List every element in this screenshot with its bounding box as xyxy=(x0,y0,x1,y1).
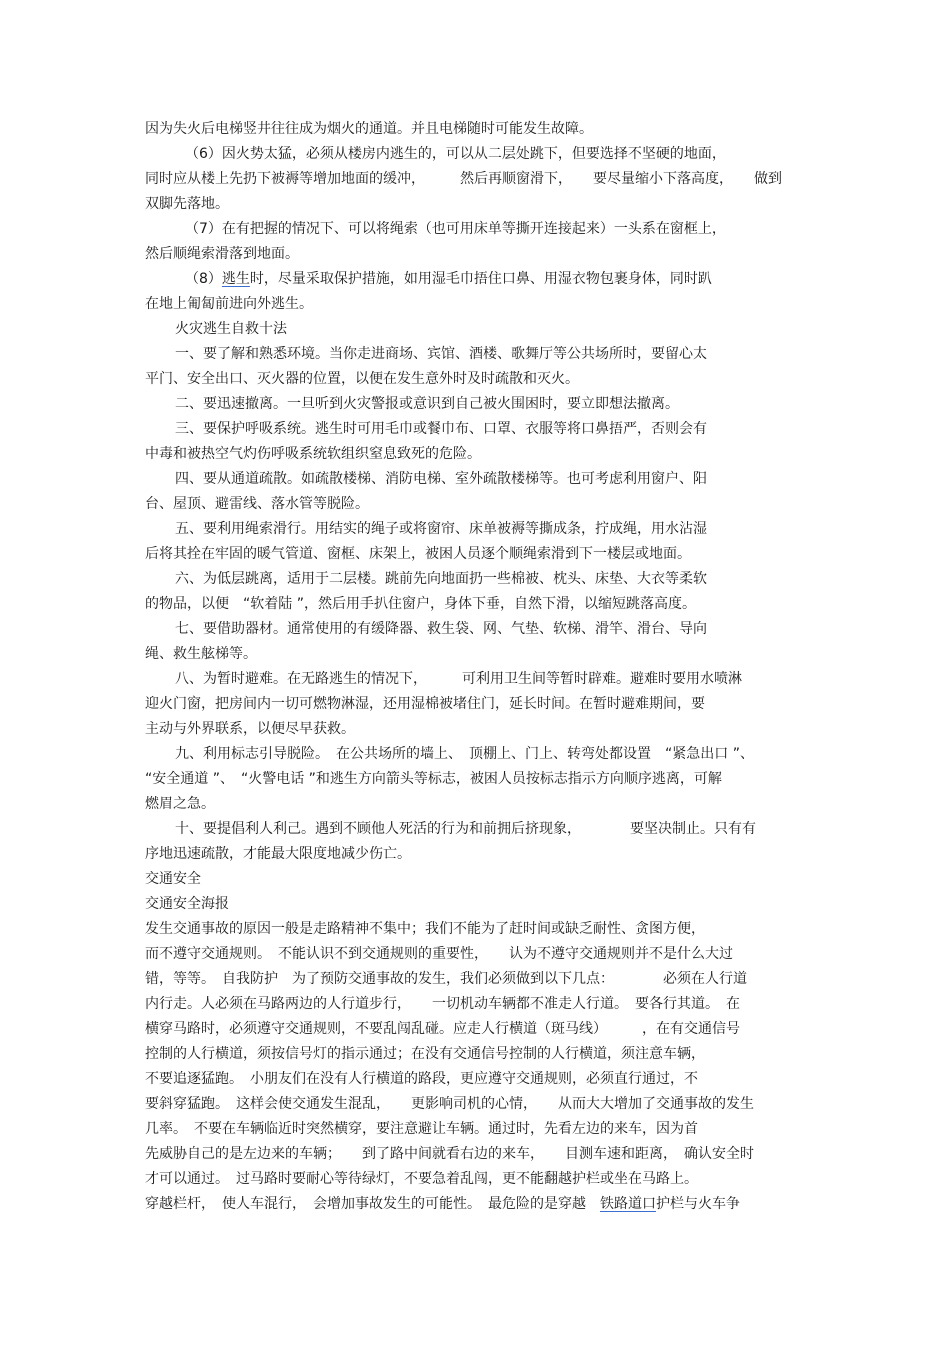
text-fragment: 护栏与火车争 xyxy=(656,1196,740,1212)
text-line: 二、要迅速撤离。一旦听到火灾警报或意识到自己被火围困时，要立即想法撤离。 xyxy=(175,396,679,412)
text-line: （7）在有把握的情况下、可以将绳索（也可用床单等撕开连接起来）一头系在窗框上， xyxy=(185,221,726,237)
text-line: 在地上匍匐前进向外逃生。 xyxy=(145,296,313,312)
text-line: 中毒和被热空气灼伤呼吸系统软组织窒息致死的危险。 xyxy=(145,446,481,462)
railway-crossing-link[interactable]: 铁路道口 xyxy=(600,1196,656,1212)
text-line: 绳、救生舷梯等。 xyxy=(145,646,257,662)
text-line: 台、屋顶、避雷线、落水管等脱险。 xyxy=(145,496,369,512)
text-line: 后将其拴在牢固的暖气管道、窗框、床架上，被困人员逐个顺绳索滑到下一楼层或地面。 xyxy=(145,546,691,562)
text-line xyxy=(185,272,712,286)
text-line: 燃眉之急。 xyxy=(145,796,215,812)
text-line: 一、要了解和熟悉环境。当你走进商场、宾馆、酒楼、歌舞厅等公共场所时，要留心太 xyxy=(175,346,707,362)
text-line: 双脚先落地。 xyxy=(145,196,229,212)
text-line: 同时应从楼上先扔下被褥等增加地面的缓冲， 然后再顺窗滑下， 要尽量缩小下落高度， 做到 xyxy=(145,171,782,187)
text-line: 错，等等。 自我防护 为了预防交通事故的发生，我们必须做到以下几点： 必须在人行道 xyxy=(145,971,747,987)
text-line: 五、要利用绳索滑行。用结实的绳子或将窗帘、床单被褥等撕成条，拧成绳，用水沾湿 xyxy=(175,521,707,537)
text-line: 的物品，以便 “软着陆 ”，然后用手扒住窗户，身体下垂，自然下滑，以缩短跳落高度。 xyxy=(145,596,696,612)
text-line: 三、要保护呼吸系统。逃生时可用毛巾或餐巾布、口罩、衣服等将口鼻捂严，否则会有 xyxy=(175,421,707,437)
text-line: 十、要提倡利人利己。遇到不顾他人死活的行为和前拥后挤现象， 要坚决制止。只有有 xyxy=(175,821,756,837)
text-line: 主动与外界联系，以便尽早获救。 xyxy=(145,721,355,737)
text-line: “安全通道 ”、 “火警电话 ”和逃生方向箭头等标志，被困人员按标志指示方向顺序逃离，可解 xyxy=(145,771,722,787)
section-heading: 火灾逃生自救十法 xyxy=(175,321,287,337)
text-line: 发生交通事故的原因一般是走路精神不集中；我们不能为了赶时间或缺乏耐性、贪图方便， xyxy=(145,921,705,937)
text-line: 不要追逐猛跑。 小朋友们在没有人行横道的路段，更应遵守交通规则，必须直行通过，不 xyxy=(145,1071,698,1087)
text-line: 才可以通过。 过马路时要耐心等待绿灯，不要急着乱闯，更不能翻越护栏或坐在马路上。 xyxy=(145,1171,698,1187)
text-line: 六、为低层跳离，适用于二层楼。跳前先向地面扔一些棉被、枕头、床垫、大衣等柔软 xyxy=(175,571,707,587)
text-line: 序地迅速疏散，才能最大限度地减少伤亡。 xyxy=(145,846,411,862)
section-heading: 交通安全 xyxy=(145,871,201,887)
section-heading: 交通安全海报 xyxy=(145,896,229,912)
text-line: 先威胁自己的是左边来的车辆； 到了路中间就看右边的来车， 目测车速和距离， 确认安全时 xyxy=(145,1146,754,1162)
text-line: 迎火门窗，把房间内一切可燃物淋湿，还用湿棉被堵住门，延长时间。在暂时避难期间，要 xyxy=(145,696,705,712)
escape-link[interactable]: 逃生 xyxy=(221,271,250,287)
text-fragment: （8） xyxy=(185,271,222,287)
text-line: 几率。 不要在车辆临近时突然横穿，要注意避让车辆。通过时，先看左边的来车，因为首 xyxy=(145,1121,698,1137)
text-line: 七、要借助器材。通常使用的有缓降器、救生袋、网、气垫、软梯、滑竿、滑台、导向 xyxy=(175,621,707,637)
text-line: 然后顺绳索滑落到地面。 xyxy=(145,246,299,262)
text-line: 平门、安全出口、灭火器的位置，以便在发生意外时及时疏散和灭火。 xyxy=(145,371,579,387)
text-line: 要斜穿猛跑。 这样会使交通发生混乱， 更影响司机的心情， 从而大大增加了交通事故的发生 xyxy=(145,1096,754,1112)
text-fragment: 穿越栏杆， 使人车混行， 会增加事故发生的可能性。 最危险的是穿越 xyxy=(145,1196,600,1212)
text-line: 因为失火后电梯竖井往往成为烟火的通道。并且电梯随时可能发生故障。 xyxy=(145,121,593,137)
text-line: 八、为暂时避难。在无路逃生的情况下， 可利用卫生间等暂时辟难。避难时要用水喷淋 xyxy=(175,671,742,687)
text-line: （6）因火势太猛，必须从楼房内逃生的，可以从二层处跳下，但要选择不坚硬的地面， xyxy=(185,146,726,162)
text-line: 横穿马路时，必须遵守交通规则，不要乱闯乱碰。应走人行横道（斑马线） ，在有交通信号 xyxy=(145,1021,740,1037)
text-line: 控制的人行横道，须按信号灯的指示通过；在没有交通信号控制的人行横道，须注意车辆， xyxy=(145,1046,705,1062)
text-fragment: 时，尽量采取保护措施，如用湿毛巾捂住口鼻、用湿衣物包裹身体，同时趴 xyxy=(249,271,712,287)
text-line: 四、要从通道疏散。如疏散楼梯、消防电梯、室外疏散楼梯等。也可考虑利用窗户、阳 xyxy=(175,471,707,487)
text-line xyxy=(145,1197,740,1211)
text-line: 而不遵守交通规则。 不能认识不到交通规则的重要性， 认为不遵守交通规则并不是什么大过 xyxy=(145,946,733,962)
text-line: 内行走。人必须在马路两边的人行道步行， 一切机动车辆都不准走人行道。 要各行其道。 在 xyxy=(145,996,740,1012)
text-line: 九、利用标志引导脱险。 在公共场所的墙上、 顶棚上、门上、转弯处都设置 “紧急出口 ”、 xyxy=(175,746,754,762)
